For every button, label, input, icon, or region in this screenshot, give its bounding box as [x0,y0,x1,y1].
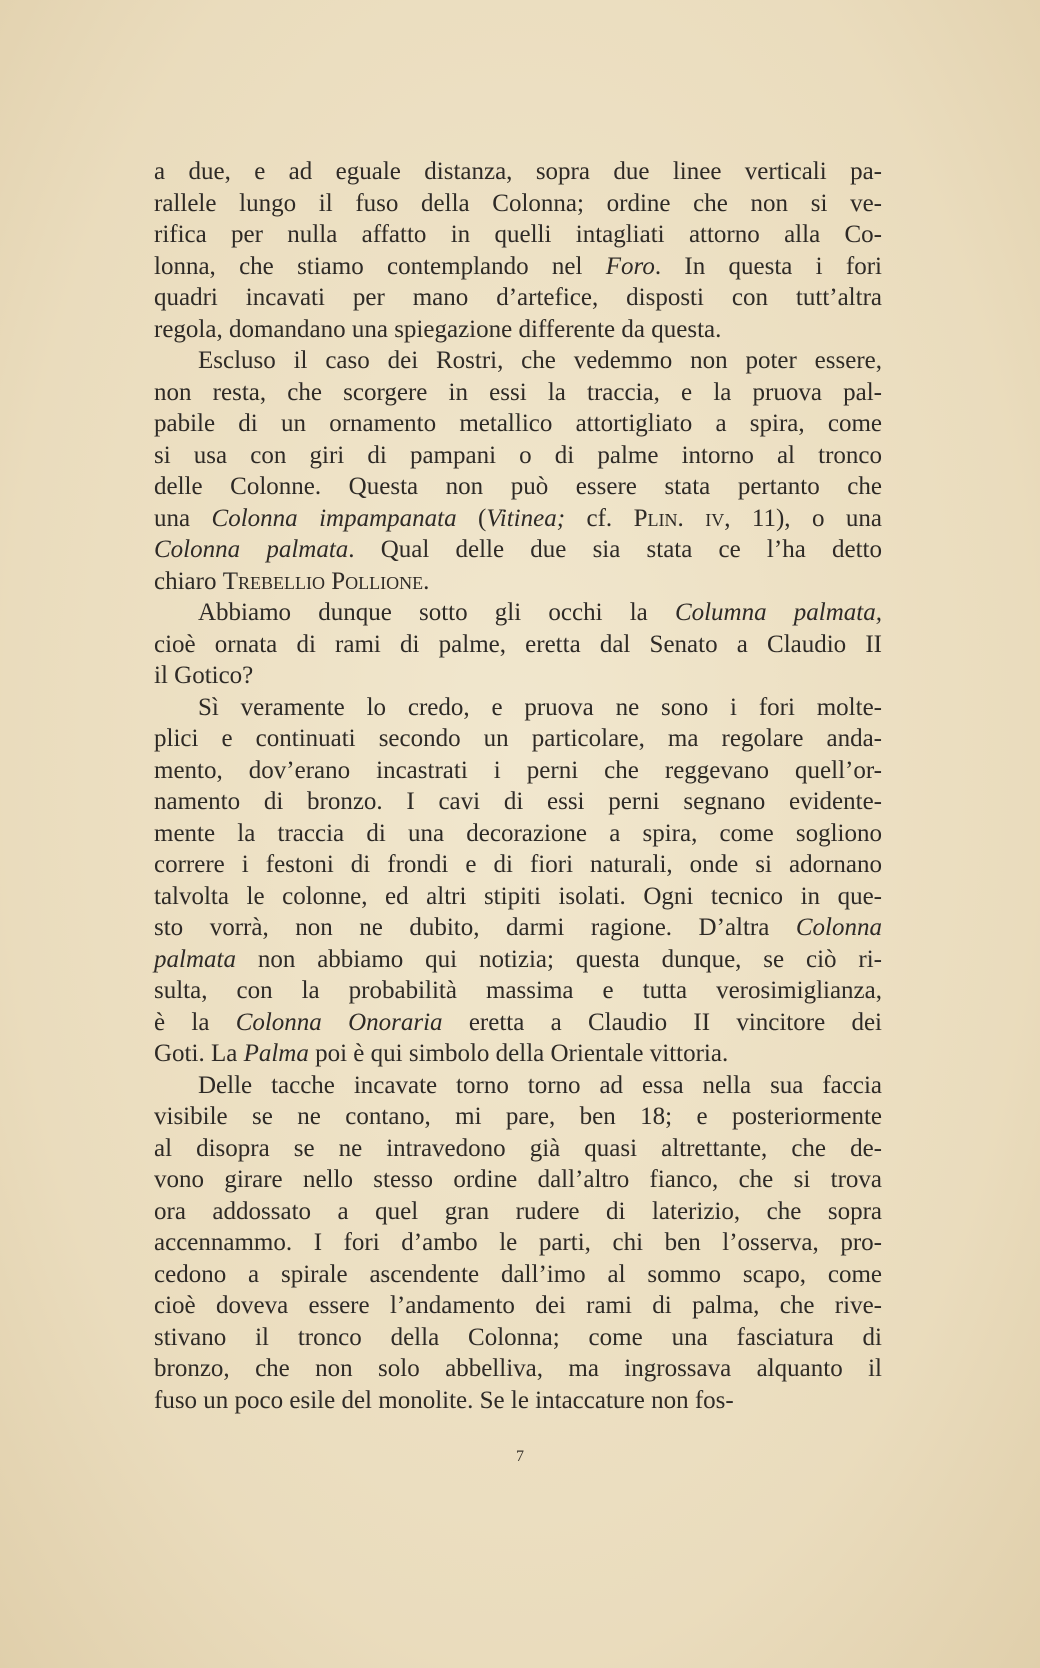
text-line [154,975,882,1007]
small-caps-text: Trebellio Pollione [222,567,424,595]
text-run: non resta, che scorgere in essi la traccia, e la pruova pal- [154,378,882,406]
text-run: Escluso il caso dei Rostri, che vedemmo non poter essere, [198,347,882,374]
text-run: a due, e ad eguale distanza, sopra due linee verticali pa- [154,158,882,185]
italic-text: Colonna Onoraria [235,1008,443,1036]
text-run: . [423,567,430,595]
small-caps-text: iv [705,504,725,532]
text-line [154,912,882,944]
text-run: cf. [565,504,634,532]
italic-text: Palma [243,1040,309,1067]
text-line [154,881,882,913]
text-line [154,1322,882,1354]
text-line [154,692,882,724]
paragraph [154,597,882,692]
text-line [154,1101,882,1133]
text-run: rallele lungo il fuso della Colonna; ordine che non si ve- [154,189,882,217]
text-line [154,471,882,503]
italic-text: Colonna impampanata [211,504,457,532]
text-run: plici e continuati secondo un particolare, ma regolare anda- [154,725,882,752]
text-line [154,566,882,598]
text-line [154,1133,882,1165]
text-line [154,440,882,472]
text-line [154,755,882,787]
italic-text: Colonna [795,914,882,941]
text-line [154,251,882,283]
text-line [154,818,882,850]
text-run: una [154,504,212,532]
text-run: al disopra se ne intravedono già quasi altrettante, che de- [154,1134,882,1162]
text-run: mente la traccia di una decorazione a spira, come sogliono [154,819,882,847]
text-line [154,503,882,535]
text-run: poi è qui simbolo della Orientale vittoria. [308,1040,729,1067]
text-line [154,188,882,220]
text-line [154,1164,882,1196]
text-run: il Gotico? [154,662,254,689]
text-run: quadri incavati per mano d’artefice, disposti con tutt’altra [154,284,882,311]
text-run: talvolta le colonne, ed altri stipiti isolati. Ogni tecnico in que- [154,882,882,910]
text-line [154,1070,882,1102]
text-line [154,1007,882,1039]
text-run: sto vorrà, non ne dubito, darmi ragione. D’altra [154,914,796,941]
paragraph [154,692,882,1070]
text-run: vono girare nello stesso ordine dall’altro fianco, che si trova [154,1166,882,1193]
text-line [154,314,882,346]
text-line [154,408,882,440]
text-line [154,1353,882,1385]
text-run: ora addossato a quel gran rudere di laterizio, che sopra [154,1197,882,1225]
text-run: è la [154,1008,236,1036]
page-number: 7 [516,1448,524,1465]
text-line [154,944,882,976]
paragraph [154,1070,882,1417]
text-run: eretta a Claudio II vincitore dei [442,1008,882,1036]
text-run: rifica per nulla affatto in quelli intagliati attorno alla Co- [154,221,882,248]
text-line [154,219,882,251]
text-line [154,1385,882,1417]
italic-text: Foro [605,252,655,280]
text-run: delle Colonne. Questa non può essere stata pertanto che [154,473,882,500]
text-run: lonna, che stiamo contemplando nel [154,252,606,280]
text-run: pabile di un ornamento metallico attortigliato a spira, come [154,410,882,437]
text-line [154,345,882,377]
text-line [154,660,882,692]
text-line [154,629,882,661]
text-line [154,1038,882,1070]
text-run: fuso un poco esile del monolite. Se le intaccature non fos- [154,1386,734,1414]
text-line [154,377,882,409]
text-run: Abbiamo dunque sotto gli occhi la [198,599,675,626]
text-run: sulta, con la probabilità massima e tutta verosimiglianza, [154,977,882,1004]
text-run: Goti. La [154,1040,244,1067]
text-line [154,849,882,881]
text-run: ( [456,504,487,532]
paragraph [154,156,882,345]
text-line [154,1227,882,1259]
text-run: non abbiamo qui notizia; questa dunque, se ciò ri- [235,945,882,973]
text-run: . [677,504,706,532]
text-run: , 11), o una [724,504,883,532]
text-run: mento, dov’erano incastrati i perni che reggevano quell’or- [154,756,882,784]
italic-text: palmata [154,945,236,973]
text-run: namento di bronzo. I cavi di essi perni segnano evidente- [154,788,882,815]
text-line [154,1259,882,1291]
italic-text: Columna palmata, [674,599,882,626]
text-line [154,597,882,629]
text-line [154,723,882,755]
text-line [154,1196,882,1228]
body-text [154,156,882,1416]
text-run: si usa con giri di pampani o di palme intorno al tronco [154,441,882,469]
text-run: regola, domandano una spiegazione differente da questa. [154,315,722,343]
text-run: visibile se ne contano, mi pare, ben 18; e posteriormente [154,1103,882,1130]
text-run: . In questa i fori [654,252,882,280]
text-run: stivano il tronco della Colonna; come una fasciatura di [154,1323,882,1351]
text-run: cioè doveva essere l’andamento dei rami di palma, che rive- [154,1292,882,1319]
text-run: Delle tacche incavate torno torno ad essa nella sua faccia [198,1071,882,1099]
text-line [154,282,882,314]
text-line [154,534,882,566]
text-run: cedono a spirale ascendente dall’imo al sommo scapo, come [154,1260,882,1288]
text-run: chiaro [154,567,223,595]
text-run: bronzo, che non solo abbelliva, ma ingrossava alquanto il [154,1355,882,1382]
text-run: Sì veramente lo credo, e pruova ne sono i fori molte- [198,693,882,721]
text-run: correre i festoni di frondi e di fiori naturali, onde si adornano [154,851,882,878]
text-line [154,786,882,818]
text-line [154,156,882,188]
paragraph [154,345,882,597]
small-caps-text: Plin [633,504,678,532]
text-line [154,1290,882,1322]
italic-text: Vitinea; [486,504,566,532]
text-run: . Qual delle due sia stata ce l’ha detto [348,536,882,563]
text-run: cioè ornata di rami di palme, eretta dal Senato a Claudio II [154,630,882,658]
text-run: accennammo. I fori d’ambo le parti, chi ben l’osserva, pro- [154,1229,882,1256]
italic-text: Colonna palmata [154,536,349,563]
